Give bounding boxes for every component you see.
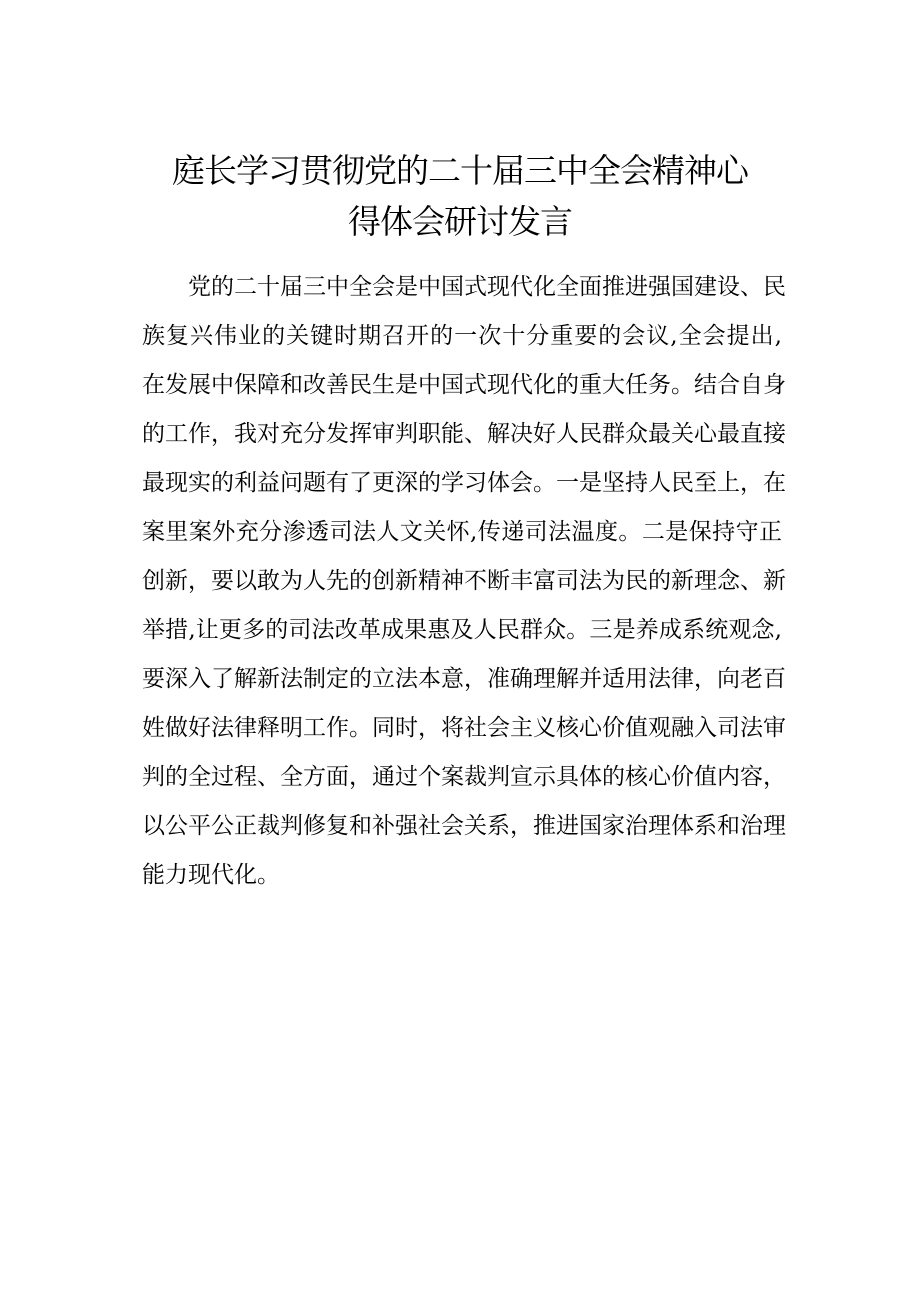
body-line-9: 要深入了解新法制定的立法本意，准确理解并适用法律，向老百 bbox=[142, 666, 786, 692]
body-line-7: 创新，要以敢为人先的创新精神不断丰富司法为民的新理念、新 bbox=[142, 568, 786, 594]
body-line-12: 以公平公正裁判修复和补强社会关系，推进国家治理体系和治理 bbox=[142, 813, 786, 839]
body-line-3: 在发展中保障和改善民生是中国式现代化的重大任务。结合自身 bbox=[142, 372, 786, 398]
body-line-8: 举措,让更多的司法改革成果惠及人民群众。三是养成系统观念, bbox=[142, 617, 782, 643]
body-line-4: 的工作，我对充分发挥审判职能、解决好人民群众最关心最直接 bbox=[142, 421, 786, 447]
body-line-13: 能力现代化。 bbox=[142, 862, 280, 888]
body-line-5: 最现实的利益问题有了更深的学习体会。一是坚持人民至上，在 bbox=[142, 470, 786, 496]
body-line-10: 姓做好法律释明工作。同时，将社会主义核心价值观融入司法审 bbox=[142, 715, 786, 741]
document-title-line-2: 得体会研讨发言 bbox=[348, 202, 572, 241]
body-line-2: 族复兴伟业的关键时期召开的一次十分重要的会议,全会提出, bbox=[142, 323, 782, 349]
body-line-6: 案里案外充分渗透司法人文关怀,传递司法温度。二是保持守正 bbox=[142, 519, 782, 545]
document-title-line-1: 庭长学习贯彻党的二十届三中全会精神心 bbox=[172, 151, 748, 190]
body-line-1: 党的二十届三中全会是中国式现代化全面推进强国建设、民 bbox=[188, 274, 786, 300]
body-line-11: 判的全过程、全方面，通过个案裁判宣示具体的核心价值内容， bbox=[142, 764, 786, 790]
